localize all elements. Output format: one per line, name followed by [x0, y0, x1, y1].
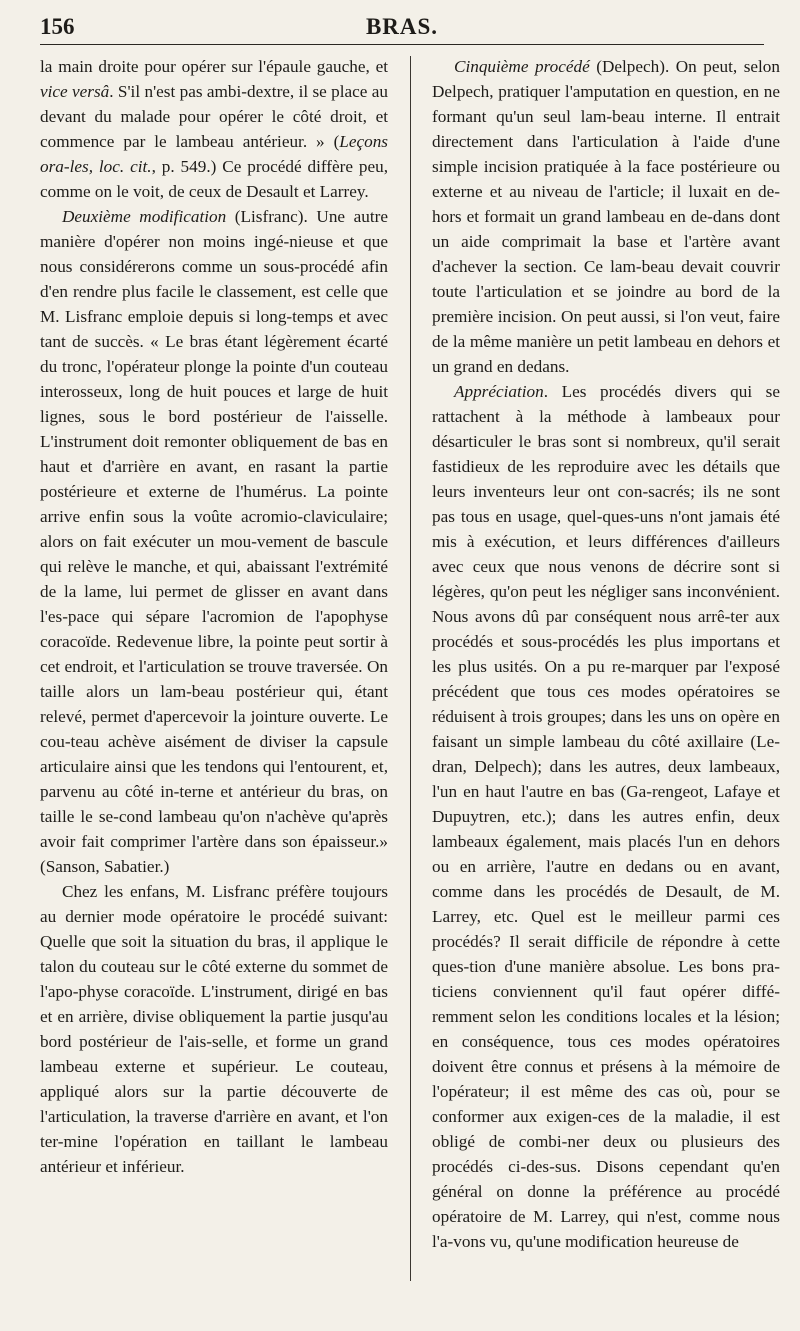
paragraph — [40, 879, 388, 1179]
page-number: 156 — [40, 14, 75, 39]
section-title: Deuxième modification — [62, 207, 227, 226]
running-title: BRAS. — [365, 14, 439, 39]
text-run: . S'il n'est pas ambi-dextre, il se place au devant du malade pour opérer le côté droit, et commence par le lambeau antérieur. » ( — [40, 82, 388, 151]
paragraph — [40, 204, 388, 879]
italic-run: vice versâ — [40, 82, 110, 101]
italic-run: Leçons ora-les, loc. cit. — [40, 132, 388, 176]
page-header — [40, 8, 764, 45]
column-divider — [410, 56, 411, 1281]
right-column — [432, 54, 780, 1254]
text-run: (Delpech). On peut, selon Delpech, pratiquer l'amputation en question, en ne formant qu'un seul lam-beau interne. Il entrait directement dans l'articulation à l'aide d'une simple incision pratiquée à la face postérieure ou externe et au niveau de l'article; il luxait en de-hors et formait un grand lambeau en de-dans dont un aide comprimait la base et l'artère avant d'achever la section. Ce lam-beau devait couvrir toute l'articulation et se joindre au bord de la première incision. On peut aussi, si l'on veut, faire de la même manière un petit lambeau en dehors et un grand en dedans. — [432, 57, 780, 376]
section-title: Appréciation — [454, 382, 544, 401]
paragraph — [40, 54, 388, 204]
paragraph — [432, 379, 780, 1254]
text-run: , p. 549.) Ce procédé diffère peu, comme on le voit, de ceux de Desault et Larrey. — [40, 157, 389, 201]
paragraph — [432, 54, 780, 379]
text-run: la main droite pour opérer sur l'épaule gauche, et — [40, 57, 388, 76]
section-title: Cinquième procédé — [454, 57, 590, 76]
left-column — [40, 54, 388, 1179]
text-run: . Les procédés divers qui se rattachent à la méthode à lambeaux pour désarticuler le bras sont si nombreux, qu'il serait fastidieux de les reproduire avec les détails que leurs inventeurs leur ont con-sacrés; ils ne sont pas tous en usage, quel-ques-uns n'ont jamais été mis à exécution, et leurs différences d'ailleurs avec ceux que nous venons de décrire sont si légères, qu'on peut les négliger sans inconvénient. Nous avons dû par conséquent nous arrê-ter aux procédés et sous-procédés les plus importans et les plus usités. On a pu re-marquer par l'exposé précédent que tous ces modes opératoires se réduisent à trois groupes; dans les uns on opère en faisant un simple lambeau du côté axillaire (Le-dran, Delpech); dans les autres, deux lambeaux, l'un en haut l'autre en bas (Ga-rengeot, Lafaye et Dupuytren, etc.); dans les autres enfin, deux lambeaux également, mais placés l'un en dehors ou en arrière, l'autre en dedans ou en avant, comme dans les procédés de Desault, de M. Larrey, etc. Quel est le meilleur parmi ces procédés? Il serait difficile de répondre à cette ques-tion d'une manière absolue. Les bons pra-ticiens conviennent qu'il faut opérer diffé-remment selon les conditions locales et la lésion; en conséquence, tous ces modes opératoires doivent être connus et présens à la mémoire de l'opérateur; il est même des cas où, pour se conformer aux exigen-ces de la maladie, il est obligé de combi-ner deux ou plusieurs des procédés ci-des-sus. Disons cependant qu'en général on donne la préférence au procédé opératoire de M. Larrey, qui n'est, comme nous l'a-vons vu, qu'une modification heureuse de — [432, 382, 780, 1251]
text-run: Chez les enfans, M. Lisfranc préfère toujours au dernier mode opératoire le procédé suivant: Quelle que soit la situation du bras, il applique le talon du couteau sur le côté externe du sommet de l'apo-physe coracoïde. L'instrument, dirigé en bas et en arrière, divise obliquement la partie jusqu'au bord postérieur de l'ais-selle, et forme un grand lambeau externe et supérieur. Le couteau, appliqué alors sur la partie découverte de l'articulation, la traverse d'arrière en avant, et l'on ter-mine l'opération en taillant le lambeau antérieur et inférieur. — [40, 882, 388, 1176]
text-run: (Lisfranc). Une autre manière d'opérer non moins ingé-nieuse et que nous considérerons comme un sous-procédé afin d'en rendre plus facile le classement, est celle que M. Lisfranc emploie depuis si long-temps et avec tant de succès. « Le bras étant légèrement écarté du tronc, l'opérateur plonge la pointe d'un couteau interosseux, long de huit pouces et large de huit lignes, sous le bord postérieur de l'aisselle. L'instrument doit remonter obliquement de bas en haut et d'arrière en avant, en rasant la partie postérieure et externe de l'humérus. La pointe arrive enfin sous la voûte acromio-claviculaire; alors on fait exécuter un mou-vement de bascule qui relève le manche, et qui, abaissant l'extrémité de la lame, lui permet de glisser en avant dans l'es-pace qui sépare l'acromion de l'apophyse coracoïde. Redevenue libre, la pointe peut sortir à cet endroit, et l'articulation se trouve traversée. On taille alors un lam-beau postérieur qui, étant relevé, permet d'apercevoir la jointure ouverte. Le cou-teau achève aisément de diviser la capsule articulaire ainsi que les tendons qui l'entourent, et, parvenu au côté in-terne et antérieur du bras, on taille le se-cond lambeau qu'on n'achève qu'après avoir fait comprimer l'artère dans son épaisseur.» (Sanson, Sabatier.) — [40, 207, 388, 876]
